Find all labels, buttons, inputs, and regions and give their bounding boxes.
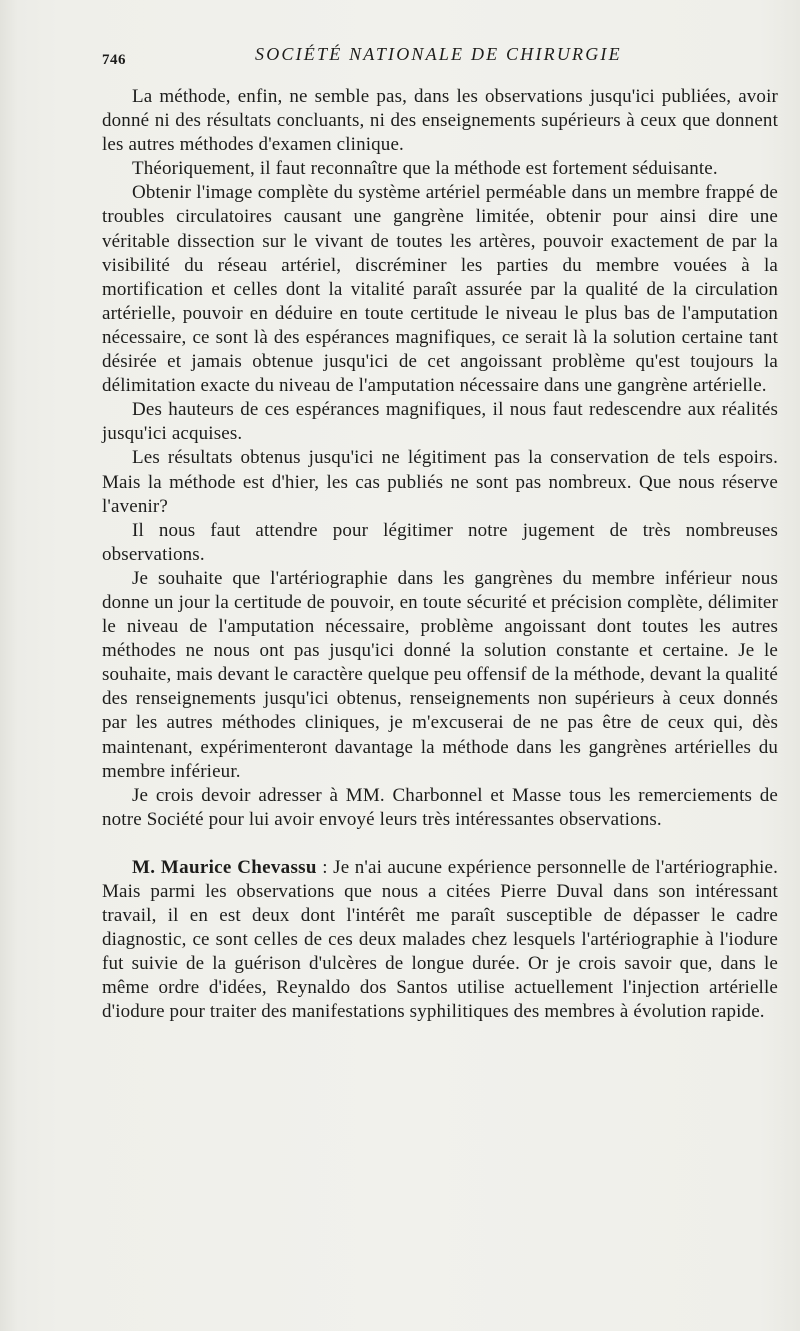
paragraph: Je crois devoir adresser à MM. Charbonnel et Masse tous les remerciements de notre Société pour lui avoir envoyé leurs très intéressantes observations. (102, 784, 778, 830)
paragraph: Il nous faut attendre pour légitimer notre jugement de très nombreuses observations. (102, 519, 778, 565)
paragraph: Les résultats obtenus jusqu'ici ne légitiment pas la conservation de tels espoirs. Mais la méthode est d'hier, les cas publiés ne sont pas nombreux. Que nous réserve l'avenir? (102, 447, 778, 517)
body-text (102, 85, 778, 1025)
paragraph: Je souhaite que l'artériographie dans les gangrènes du membre inférieur nous donne un jour la certitude de pouvoir, en toute sécurité et précision complète, délimiter le niveau de l'amputation nécessaire, problème angoissant dont toutes les autres méthodes ne nous ont pas jusqu'ici donné la solution constante et certaine. Je le souhaite, mais devant le caractère quelque peu offensif de la méthode, devant la qualité des renseignements jusqu'ici obtenus, renseignements non supérieurs à ceux donnés par les autres méthodes cliniques, je m'excuserai de ne pas être de ceux qui, dès maintenant, expérimenteront davantage la méthode dans les gangrènes artérielles du membre inférieur. (102, 567, 778, 782)
speaker-name: M. Maurice Chevassu (132, 856, 317, 878)
discussion-text: : Je n'ai aucune expérience personnelle de l'artériographie. Mais parmi les observations que nous a citées Pierre Duval dans son intéressant travail, il en est deux dont l'intérêt me paraît susceptible de dépasser le cadre diagnostic, ce sont celles de ces deux malades chez lesquels l'artériographie à l'iodure fut suivie de la guérison d'ulcères de longue durée. Or je crois savoir que, dans le même ordre d'idées, Reynaldo dos Santos utilise actuellement l'injection artérielle d'iodure pour traiter des manifestations syphilitiques des membres à évolution rapide. (102, 856, 778, 1023)
paragraph: Théoriquement, il faut reconnaître que la méthode est fortement séduisante. (132, 158, 718, 180)
page-number: 746 (102, 52, 126, 68)
paragraph: La méthode, enfin, ne semble pas, dans les observations jusqu'ici publiées, avoir donné ni des résultats concluants, ni des enseignements supérieurs à ceux que donnent les autres méthodes d'examen clinique. (102, 86, 778, 156)
page-header (100, 42, 780, 72)
paragraph: Des hauteurs de ces espérances magnifiques, il nous faut redescendre aux réalités jusqu'ici acquises. (102, 399, 778, 445)
discussion-paragraph (102, 856, 778, 1025)
running-title: SOCIÉTÉ NATIONALE DE CHIRURGIE (255, 44, 622, 64)
paragraph: Obtenir l'image complète du système artériel perméable dans un membre frappé de troubles circulatoires causant une gangrène limitée, obtenir pour ainsi dire une véritable dissection sur le vivant de toutes les artères, pouvoir exactement de par la visibilité du réseau artériel, discréminer les parties du membre vouées à la mortification et celles dont la vitalité paraît assurée par la qualité de la circulation artérielle, pouvoir en déduire en toute certitude le niveau le plus bas de l'amputation nécessaire, ce sont là des espérances magnifiques, ce serait là la solution certaine tant désirée et jamais obtenue jusqu'ici de cet angoissant problème qu'est toujours la délimitation exacte du niveau de l'amputation nécessaire dans une gangrène artérielle. (102, 182, 778, 397)
